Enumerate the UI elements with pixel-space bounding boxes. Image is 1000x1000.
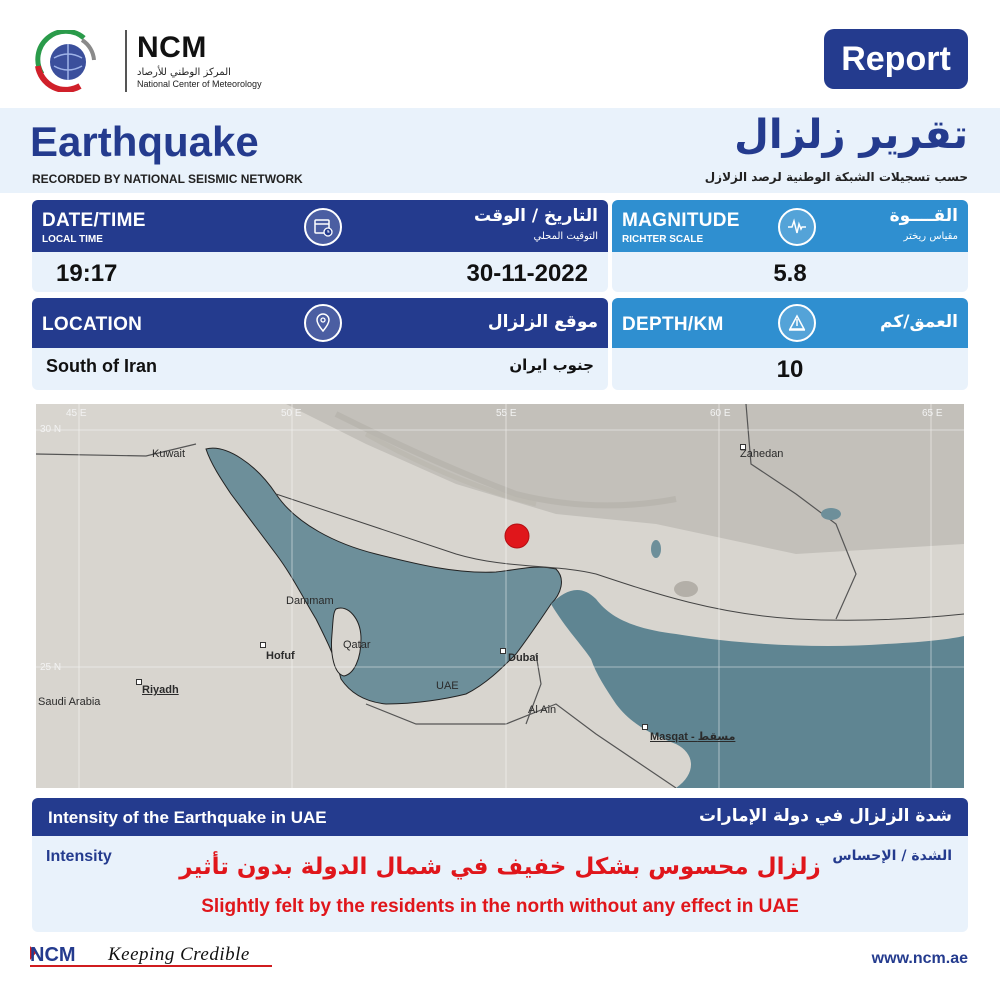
depth-label-en: DEPTH/KM — [622, 314, 724, 335]
logo-divider — [125, 30, 127, 92]
grid-label-45e: 45 E — [66, 408, 87, 419]
place-dammam: Dammam — [286, 595, 334, 607]
datetime-sub-en: LOCAL TIME — [42, 234, 103, 245]
datetime-box — [32, 200, 608, 292]
place-hofuf: Hofuf — [266, 650, 295, 662]
ncm-logo-globe-icon — [32, 30, 102, 92]
title-english: Earthquake — [30, 118, 259, 165]
magnitude-label-en: MAGNITUDE — [622, 210, 740, 231]
depth-value: 10 — [776, 356, 804, 383]
datetime-label-en: DATE/TIME — [42, 210, 146, 231]
epicenter-marker — [505, 524, 529, 548]
magnitude-value: 5.8 — [773, 260, 807, 287]
depth-body — [612, 348, 968, 390]
depth-label-ar: العمق/كم — [880, 312, 958, 332]
location-label-ar: موقع الزلزال — [487, 312, 598, 332]
grid-label-60e: 60 E — [710, 408, 731, 419]
subtitle-arabic: حسب تسجيلات الشبكة الوطنية لرصد الزلازل — [704, 170, 968, 184]
magnitude-label-ar: القــــوة — [889, 206, 958, 226]
intensity-header — [32, 798, 968, 836]
title-band — [0, 108, 1000, 193]
intensity-header-ar: شدة الزلزال في دولة الإمارات — [699, 806, 952, 826]
grid-label-65e: 65 E — [922, 408, 943, 419]
logo-text — [137, 32, 262, 89]
depth-gauge-icon — [778, 304, 816, 342]
date-value: 30-11-2022 — [466, 260, 588, 287]
footer-url-link[interactable]: www.ncm.ae — [871, 950, 968, 967]
intensity-label-en: Intensity — [46, 848, 112, 865]
map-pin-icon — [304, 304, 342, 342]
city-marker — [642, 724, 648, 730]
calendar-clock-icon — [304, 208, 342, 246]
location-box — [32, 298, 608, 390]
subtitle-english: RECORDED BY NATIONAL SEISMIC NETWORK — [32, 172, 303, 186]
grid-label-25n: 25 N — [40, 662, 62, 673]
intensity-text-en: Slightly felt by the residents in the north without any effect in UAE — [201, 896, 799, 917]
place-uae: UAE — [436, 680, 459, 692]
depth-box — [612, 298, 968, 390]
location-header — [32, 298, 608, 348]
seismograph-icon — [778, 208, 816, 246]
intensity-body — [32, 836, 968, 932]
place-riyadh: Riyadh — [142, 684, 179, 696]
intensity-label-ar: الشدة / الإحساس — [832, 848, 952, 864]
datetime-label-ar: التاريخ / الوقت — [474, 206, 598, 226]
title-arabic: تقرير زلزال — [734, 112, 968, 158]
place-zahedan: Zahedan — [740, 448, 784, 460]
place-masqat: Masqat - مسقط — [650, 731, 736, 743]
logo-english: National Center of Meteorology — [137, 79, 262, 89]
place-dubai: Dubai — [508, 652, 539, 664]
location-label-en: LOCATION — [42, 314, 143, 335]
datetime-header — [32, 200, 608, 252]
magnitude-body — [612, 252, 968, 292]
city-marker — [260, 642, 266, 648]
magnitude-header — [612, 200, 968, 252]
footer-brand: NCM — [30, 944, 76, 966]
report-button[interactable]: Report — [824, 29, 968, 89]
depth-header — [612, 298, 968, 348]
magnitude-sub-ar: مقياس ريختر — [903, 231, 958, 242]
grid-label-30n: 30 N — [40, 424, 62, 435]
intensity-header-en: Intensity of the Earthquake in UAE — [48, 808, 327, 827]
city-marker — [500, 648, 506, 654]
location-value-en: South of Iran — [46, 356, 157, 376]
logo-arabic: المركز الوطني للأرصاد — [137, 67, 231, 78]
place-saudi-arabia: Saudi Arabia — [38, 696, 101, 708]
place-kuwait: Kuwait — [152, 448, 186, 460]
datetime-body — [32, 252, 608, 292]
time-value: 19:17 — [56, 260, 118, 287]
place-qatar: Qatar — [343, 639, 371, 651]
map-graphic — [36, 404, 964, 788]
grid-label-50e: 50 E — [281, 408, 302, 419]
footer-tagline: Keeping Credible — [108, 944, 250, 965]
datetime-sub-ar: التوقيت المحلي — [533, 231, 598, 242]
magnitude-box — [612, 200, 968, 292]
magnitude-sub-en: RICHTER SCALE — [622, 234, 704, 245]
intensity-text-ar: زلزال محسوس بشكل خفيف في شمال الدولة بدون تأثير — [179, 854, 821, 880]
location-body — [32, 348, 608, 390]
place-al-ain: Al Ain — [528, 704, 557, 716]
location-value-ar: جنوب ايران — [509, 356, 594, 374]
grid-label-55e: 55 E — [496, 408, 517, 419]
logo-ncm: NCM — [137, 31, 207, 64]
earthquake-map[interactable] — [36, 404, 964, 788]
